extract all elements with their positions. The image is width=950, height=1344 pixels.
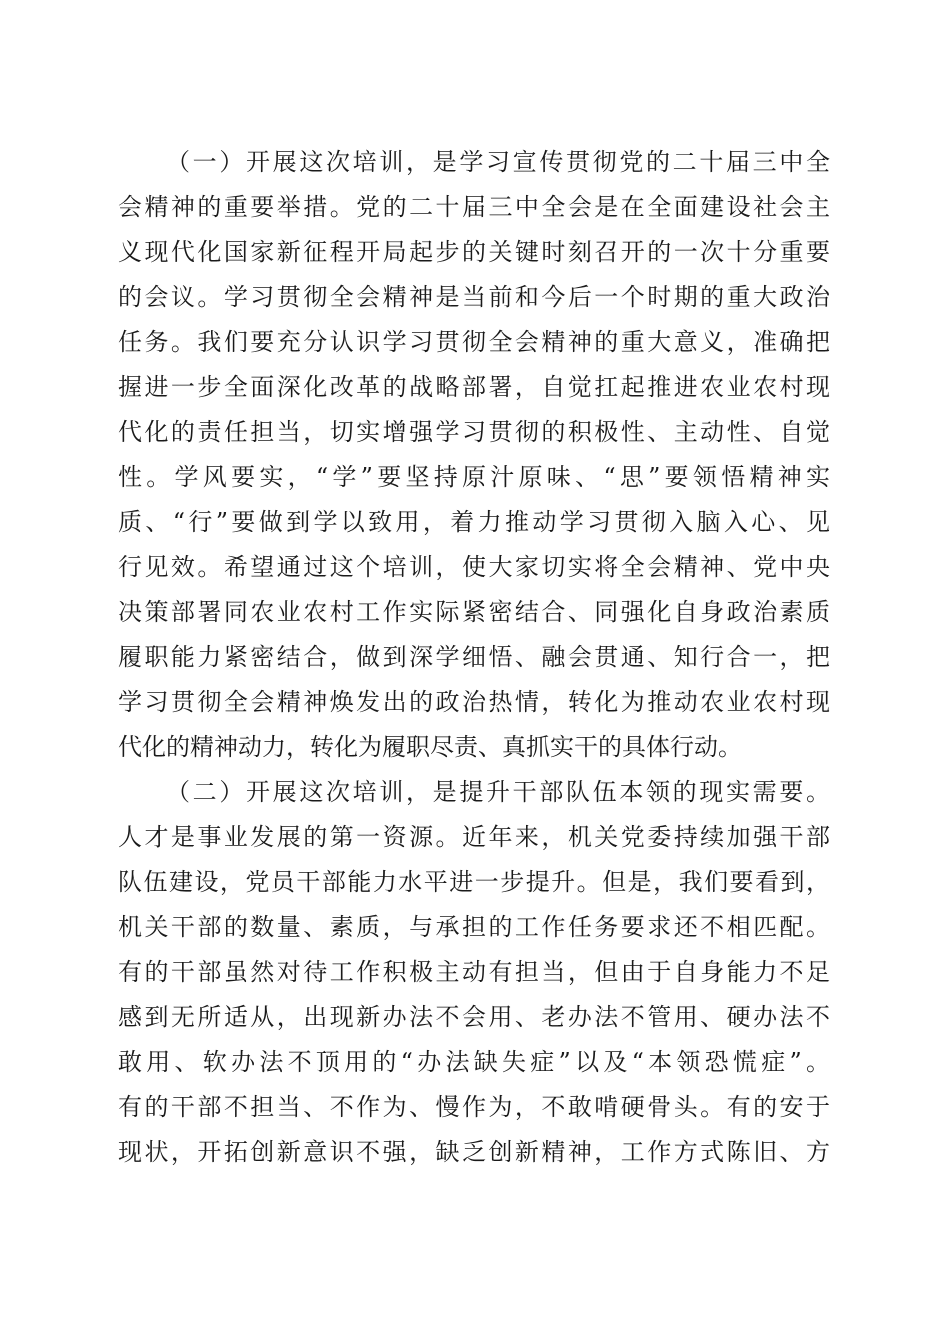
paragraph-1-line-11: 决策部署同农业农村工作实际紧密结合、同强化自身政治素质 (118, 598, 830, 626)
paragraph-1-line-4: 的会议。学习贯彻全会精神是当前和今后一个时期的重大政治 (118, 283, 830, 311)
paragraph-1-line-2: 会精神的重要举措。党的二十届三中全会是在全面建设社会主 (118, 193, 830, 221)
paragraph-1-line-13: 学习贯彻全会精神焕发出的政治热情，转化为推动农业农村现 (118, 688, 830, 716)
paragraph-1-line-7: 代化的责任担当，切实增强学习贯彻的积极性、主动性、自觉 (118, 418, 830, 446)
paragraph-2-line-7: 敢用、软办法不顶用的“办法缺失症”以及“本领恐慌症”。 (118, 1048, 830, 1076)
paragraph-1-line-9: 质、“行”要做到学以致用，着力推动学习贯彻入脑入心、见 (118, 508, 830, 536)
paragraph-1-line-12: 履职能力紧密结合，做到深学细悟、融会贯通、知行合一，把 (118, 643, 830, 671)
paragraph-1-line-8: 性。学风要实，“学”要坚持原汁原味、“思”要领悟精神实 (118, 463, 830, 491)
paragraph-2-line-8: 有的干部不担当、不作为、慢作为，不敢啃硬骨头。有的安于 (118, 1093, 830, 1121)
paragraph-1-line-3: 义现代化国家新征程开局起步的关键时刻召开的一次十分重要 (118, 238, 830, 266)
paragraph-2-line-6: 感到无所适从，出现新办法不会用、老办法不管用、硬办法不 (118, 1003, 830, 1031)
paragraph-1-line-5: 任务。我们要充分认识学习贯彻全会精神的重大意义，准确把 (118, 328, 830, 356)
paragraph-1-line-6: 握进一步全面深化改革的战略部署，自觉扛起推进农业农村现 (118, 373, 830, 401)
paragraph-2-line-3: 队伍建设，党员干部能力水平进一步提升。但是，我们要看到， (118, 868, 830, 896)
paragraph-1-line-1: （一）开展这次培训，是学习宣传贯彻党的二十届三中全 (166, 148, 830, 176)
paragraph-2-line-9: 现状，开拓创新意识不强，缺乏创新精神，工作方式陈旧、方 (118, 1138, 830, 1166)
paragraph-2-line-5: 有的干部虽然对待工作积极主动有担当，但由于自身能力不足 (118, 958, 830, 986)
paragraph-2-line-2: 人才是事业发展的第一资源。近年来，机关党委持续加强干部 (118, 823, 830, 851)
paragraph-1-line-10: 行见效。希望通过这个培训，使大家切实将全会精神、党中央 (118, 553, 830, 581)
paragraph-2-line-1: （二）开展这次培训，是提升干部队伍本领的现实需要。 (166, 778, 830, 806)
paragraph-2-line-4: 机关干部的数量、素质，与承担的工作任务要求还不相匹配。 (118, 913, 830, 941)
paragraph-1-line-14: 代化的精神动力，转化为履职尽责、真抓实干的具体行动。 (118, 733, 742, 761)
